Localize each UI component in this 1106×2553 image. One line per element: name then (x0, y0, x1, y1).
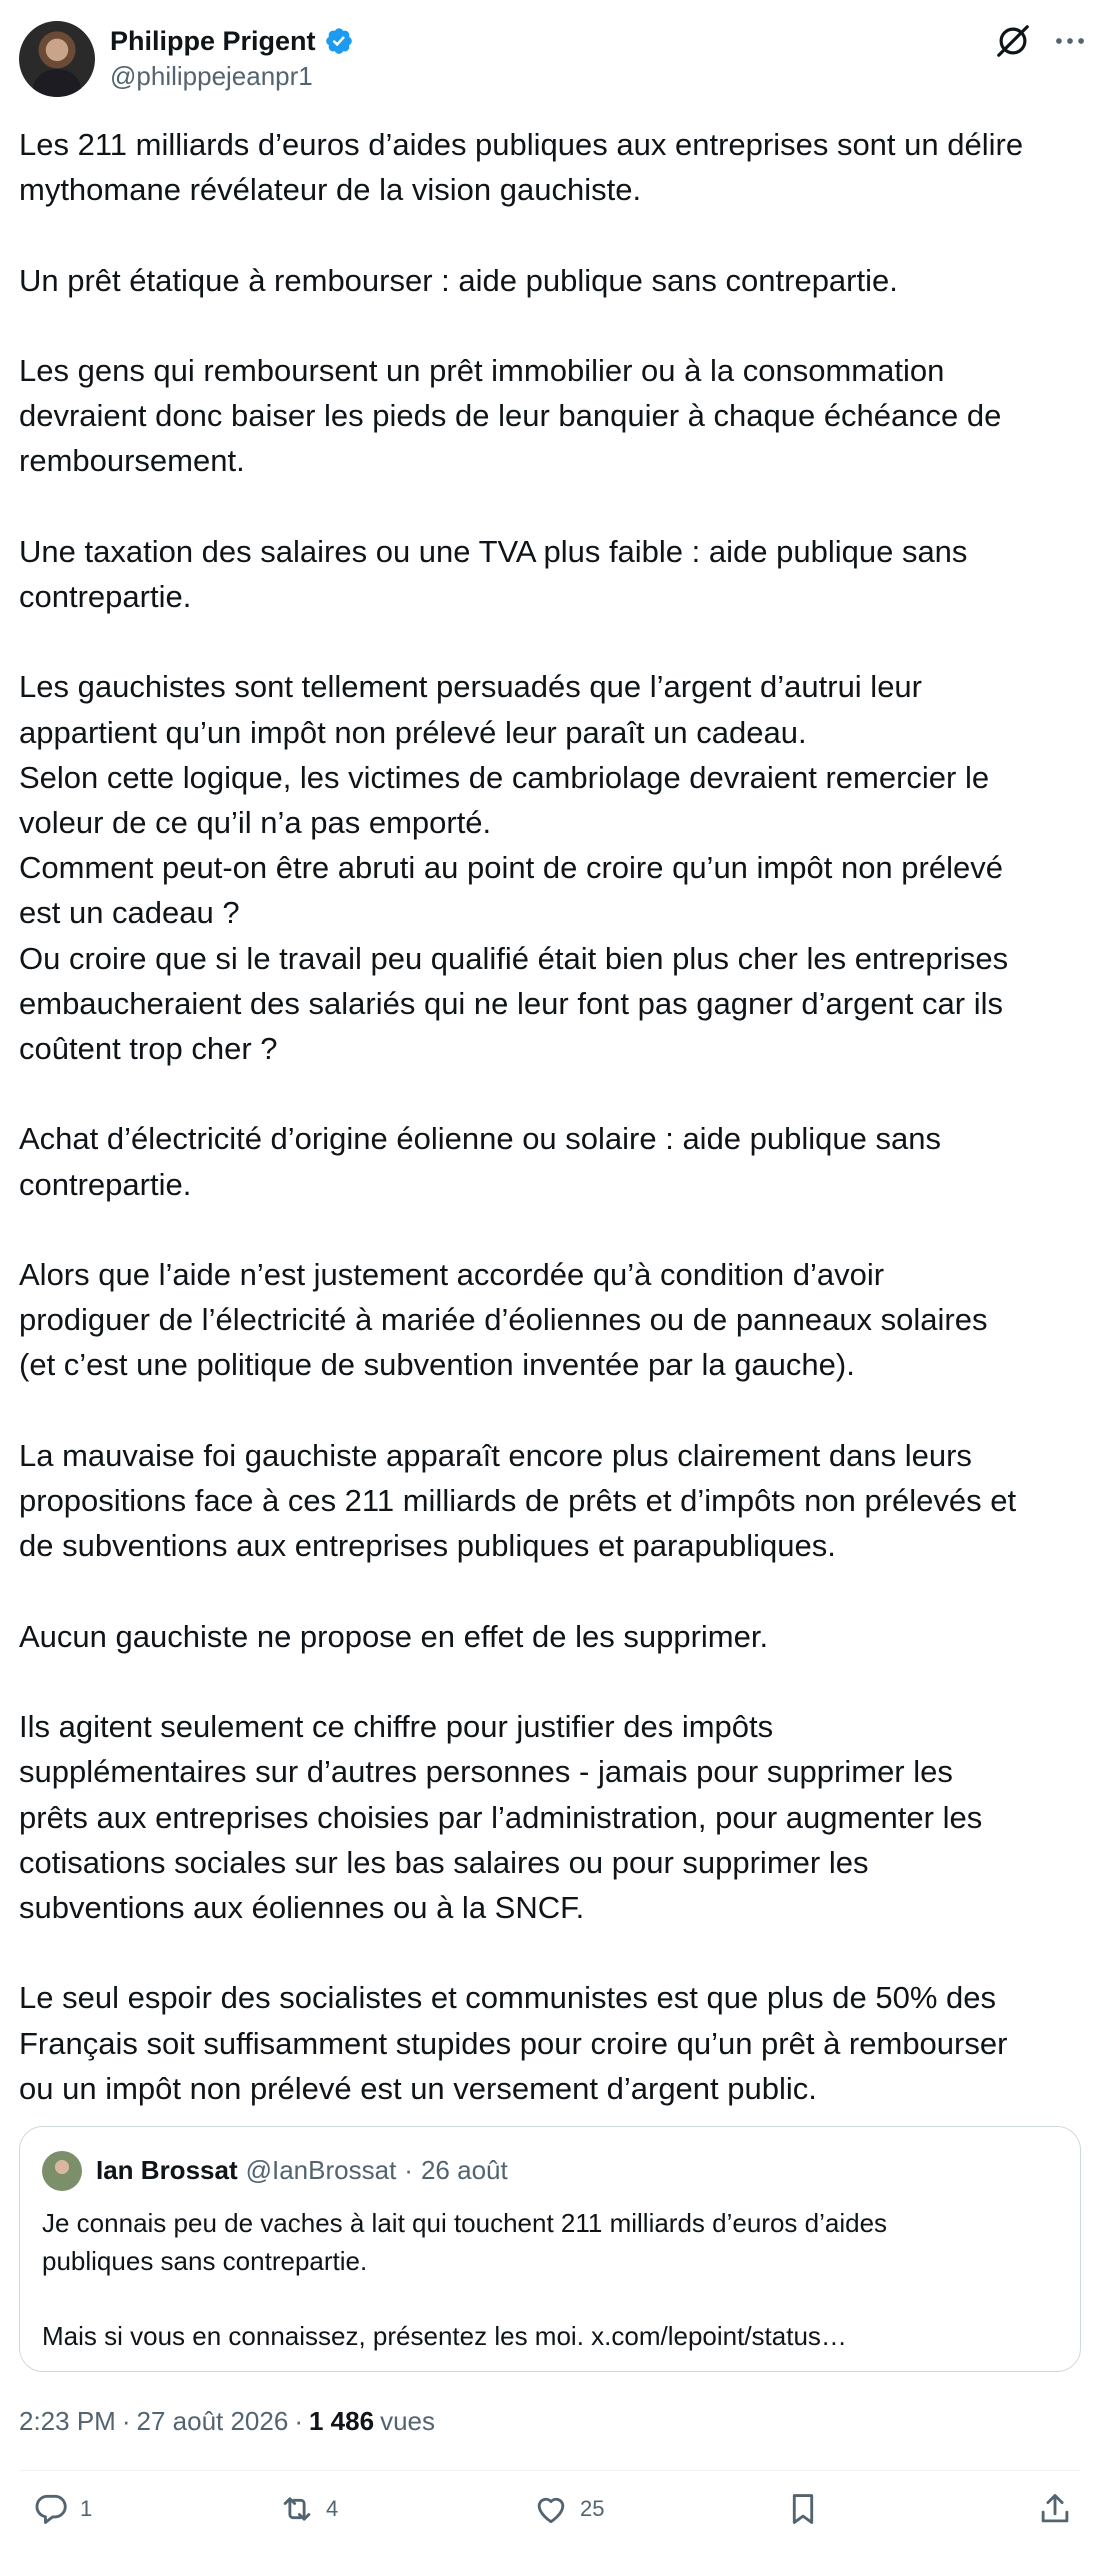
views-count: 1 486 (308, 2406, 375, 2436)
repost-button[interactable] (278, 2490, 338, 2528)
reply-icon (32, 2490, 70, 2528)
bookmark-button[interactable] (784, 2490, 822, 2528)
author-avatar[interactable] (19, 21, 95, 97)
tweet-text: Les 211 milliards d’euros d’aides publiques aux entreprises sont un délire mythomane révélateur de la vision gauchiste. Un prêt étatique à rembourser : aide publique sans contrepartie. Les gens qui remboursent un prêt immobilier ou à la consommation devraient donc baiser les pieds de leur banquier à chaque échéance de remboursement. Une taxation des salaires ou une TVA plus faible : aide publique sans contrepartie. Les gauchistes sont tellement persuadés que l’argent d’autrui leur appartient qu’un impôt non prélevé leur paraît un cadeau. Selon cette logique, les victimes de cambriolage devraient remercier le voleur de ce qu’il n’a pas emporté. Comment peut-on être abruti au point de croire qu’un impôt non prélevé est un cadeau ? Ou croire que si le travail peu qualifié était bien plus cher les entreprises embaucheraient des salariés qui ne leur font pas gagner d’argent car ils coûtent trop cher ? Achat d’électricité d’origine éolienne ou solaire : aide publique sans contrepartie. Alors que l’aide n’est justement accordée qu’à condition d’avoir prodiguer de l’électricité à mariée d’éoliennes ou de panneaux solaires (et c’est une politique de subvention inventée par la gauche). La mauvaise foi gauchiste apparaît encore plus clairement dans leurs propositions face à ces 211 milliards de prêts et d’impôts non prélevés et de subventions aux entreprises publiques et parapubliques. Aucun gauchiste ne propose en effet de les supprimer. Ils agitent seulement ce chiffre pour justifier des impôts supplémentaires sur d’autres personnes - jamais pour supprimer les prêts aux entreprises choisies par l’administration, pour augmenter les cotisations sociales sur les bas salaires ou pour supprimer les subventions aux éoliennes ou à la SNCF. Le seul espoir des socialistes et communistes est que plus de 50% des Français soit suffisamment stupides pour croire qu’un prêt à rembourser ou un impôt non prélevé est un versement d’argent public. (19, 127, 1024, 2106)
repost-icon (278, 2490, 316, 2528)
quoted-author-handle: @IanBrossat (245, 2155, 397, 2185)
quoted-date: 26 août (420, 2155, 508, 2185)
quoted-author-avatar (42, 2151, 82, 2191)
tweet-timestamp (19, 2404, 435, 2438)
repost-count: 4 (326, 2496, 339, 2521)
verified-badge-icon (324, 26, 354, 56)
actions-divider (19, 2470, 1081, 2471)
views-label: vues (380, 2406, 435, 2436)
author-name[interactable] (110, 24, 354, 58)
quoted-tweet-header (96, 2153, 508, 2187)
quoted-separator: · (404, 2155, 413, 2185)
timestamp-separator-2: · (294, 2406, 303, 2436)
author-handle[interactable]: @philippejeanpr1 (110, 61, 313, 91)
quoted-author-name: Ian Brossat (96, 2155, 238, 2185)
quoted-tweet-text: Je connais peu de vaches à lait qui touchent 211 milliards d’euros d’aides publiques sans contrepartie. Mais si vous en connaissez, présentez les moi. x.com/lepoint/status… (42, 2208, 888, 2351)
share-button[interactable] (1036, 2490, 1074, 2528)
grok-icon[interactable] (994, 22, 1032, 60)
like-count: 25 (580, 2496, 605, 2521)
tweet-actions-bar (0, 2490, 1106, 2550)
reply-count: 1 (80, 2496, 93, 2521)
quoted-tweet[interactable] (19, 2126, 1081, 2372)
tweet-time[interactable]: 2:23 PM (19, 2406, 116, 2436)
bookmark-icon (784, 2490, 822, 2528)
heart-icon (532, 2490, 570, 2528)
timestamp-separator: · (121, 2406, 131, 2436)
reply-button[interactable] (32, 2490, 92, 2528)
tweet-date[interactable]: 27 août 2026 (136, 2406, 289, 2436)
share-icon (1036, 2490, 1074, 2528)
author-name-text[interactable]: Philippe Prigent (110, 26, 316, 56)
like-button[interactable] (532, 2490, 604, 2528)
more-options-icon[interactable] (1050, 22, 1090, 60)
